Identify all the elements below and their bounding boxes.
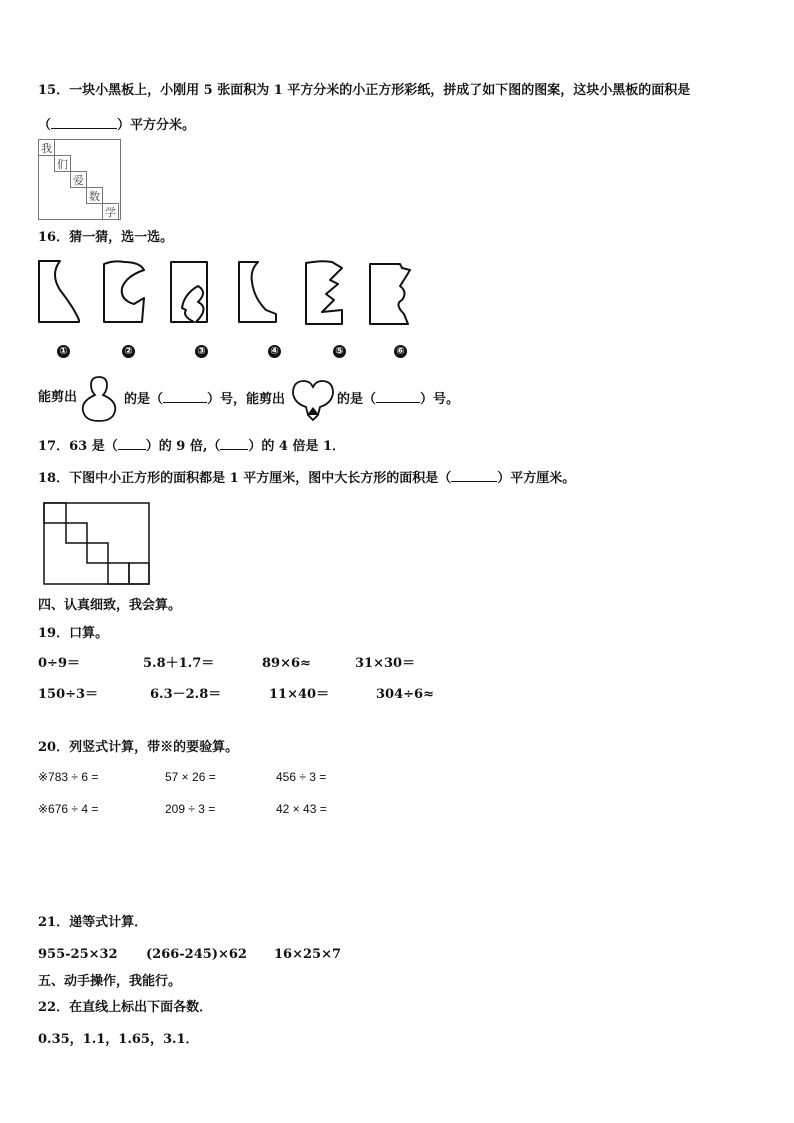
q20-r2-c2: 209 ÷ 3 = — [165, 802, 216, 816]
q20-title: 20．列竖式计算，带※的要验算。 — [38, 740, 239, 755]
q18-part1: 18．下图中小正方形的面积都是 1 平方厘米，图中大长方形的面积是（ — [38, 471, 452, 486]
section-4-heading: 四、认真细致，我会算。 — [38, 598, 182, 613]
q17-part1: 17．63 是（ — [38, 439, 118, 454]
q15-open-paren: （ — [38, 118, 52, 133]
q18-small-square-4 — [108, 563, 129, 584]
q16-prompt-a: 能剪出 — [38, 390, 78, 405]
q20-r1-c2: 57 × 26 = — [165, 770, 216, 784]
q19-r1-c1: 0÷9＝ — [38, 656, 80, 671]
q18-figure — [43, 502, 151, 586]
q19-r1-c3: 89×6≈ — [262, 656, 311, 671]
q19-r2-c4: 304÷6≈ — [376, 687, 434, 702]
q21-item-1: 955-25×32 — [38, 947, 118, 962]
q16-shape-4 — [239, 262, 276, 322]
q17-part3: ）的 4 倍是 1． — [248, 439, 346, 454]
q22-title: 22．在直线上标出下面各数． — [38, 1000, 213, 1015]
q16-mid-b: 的是（ — [337, 392, 377, 407]
q19-r2-c2: 6.3－2.8＝ — [150, 687, 222, 702]
q16-title: 16．猜一猜，选一选。 — [38, 230, 174, 245]
q17-blank-1[interactable] — [118, 438, 146, 450]
q19-r1-c2: 5.8＋1.7＝ — [143, 656, 215, 671]
q16-answer-a-line — [124, 391, 285, 406]
q15-unit: ）平方分米。 — [117, 118, 196, 133]
q18-line — [38, 470, 575, 485]
q15-answer-blank[interactable] — [51, 117, 117, 129]
q16-shape-5 — [306, 261, 342, 324]
q22-numbers: 0.35，1.1，1.65，3.1． — [38, 1032, 199, 1047]
q16-option-6: ⑥ — [394, 345, 407, 358]
q16-shape-2 — [104, 261, 144, 322]
q16-mid-a: 的是（ — [124, 392, 164, 407]
q19-r2-c1: 150÷3＝ — [38, 687, 99, 702]
q16-shape-3 — [171, 262, 207, 322]
q16-shape-1 — [39, 261, 79, 322]
q15-char-2: 们 — [57, 158, 68, 171]
q16-answer-b-line — [337, 391, 459, 406]
q19-r2-c3: 11×40＝ — [269, 687, 330, 702]
q17-blank-2[interactable] — [220, 438, 248, 450]
q20-r2-c3: 42 × 43 = — [276, 802, 327, 816]
q19-title: 19．口算。 — [38, 626, 109, 641]
q16-shape-6 — [370, 264, 410, 324]
q18-answer-blank[interactable] — [451, 470, 497, 482]
q21-title: 21．递等式计算． — [38, 915, 148, 930]
q15-char-3: 爱 — [73, 174, 84, 187]
q21-item-3: 16×25×7 — [274, 947, 342, 962]
q15-line1: 15．一块小黑板上，小刚用 5 张面积为 1 平方分米的小正方形彩纸，拼成了如下图的图案，这块小黑板的面积是 — [38, 83, 691, 98]
q20-r1-c3: 456 ÷ 3 = — [276, 770, 327, 784]
q18-small-square-2 — [66, 523, 87, 543]
q16-option-4: ④ — [268, 345, 281, 358]
q16-option-5: ⑤ — [333, 345, 346, 358]
q19-r1-c4: 31×30＝ — [355, 656, 416, 671]
q16-option-3: ③ — [195, 345, 208, 358]
q16-shapes — [36, 258, 416, 332]
gourd-icon — [79, 375, 119, 423]
q18-small-square-1 — [44, 503, 66, 523]
q17-part2: ）的 9 倍,（ — [145, 439, 221, 454]
q15-figure — [38, 139, 122, 221]
q15-char-5: 学 — [105, 206, 116, 219]
q21-item-2: (266-245)×62 — [146, 947, 247, 962]
q16-answer-blank-a[interactable] — [163, 391, 207, 403]
q16-end-a: ）号，能剪出 — [207, 392, 286, 407]
section-5-heading: 五、动手操作，我能行。 — [38, 974, 182, 989]
q20-r2-c1: ※676 ÷ 4 = — [38, 802, 99, 816]
q16-end-b: ）号。 — [420, 392, 460, 407]
q17-line — [38, 438, 345, 453]
q18-small-square-3 — [87, 543, 108, 563]
q16-option-2: ② — [122, 345, 135, 358]
q15-line2 — [38, 117, 195, 132]
q16-answer-blank-b[interactable] — [376, 391, 420, 403]
q15-char-4: 数 — [89, 190, 100, 203]
q18-part2: ）平方厘米。 — [497, 471, 576, 486]
q18-small-square-5 — [129, 563, 149, 584]
spade-leaf-icon — [290, 377, 336, 423]
q16-option-1: ① — [57, 345, 70, 358]
q15-char-1: 我 — [41, 142, 52, 155]
q20-r1-c1: ※783 ÷ 6 = — [38, 770, 99, 784]
